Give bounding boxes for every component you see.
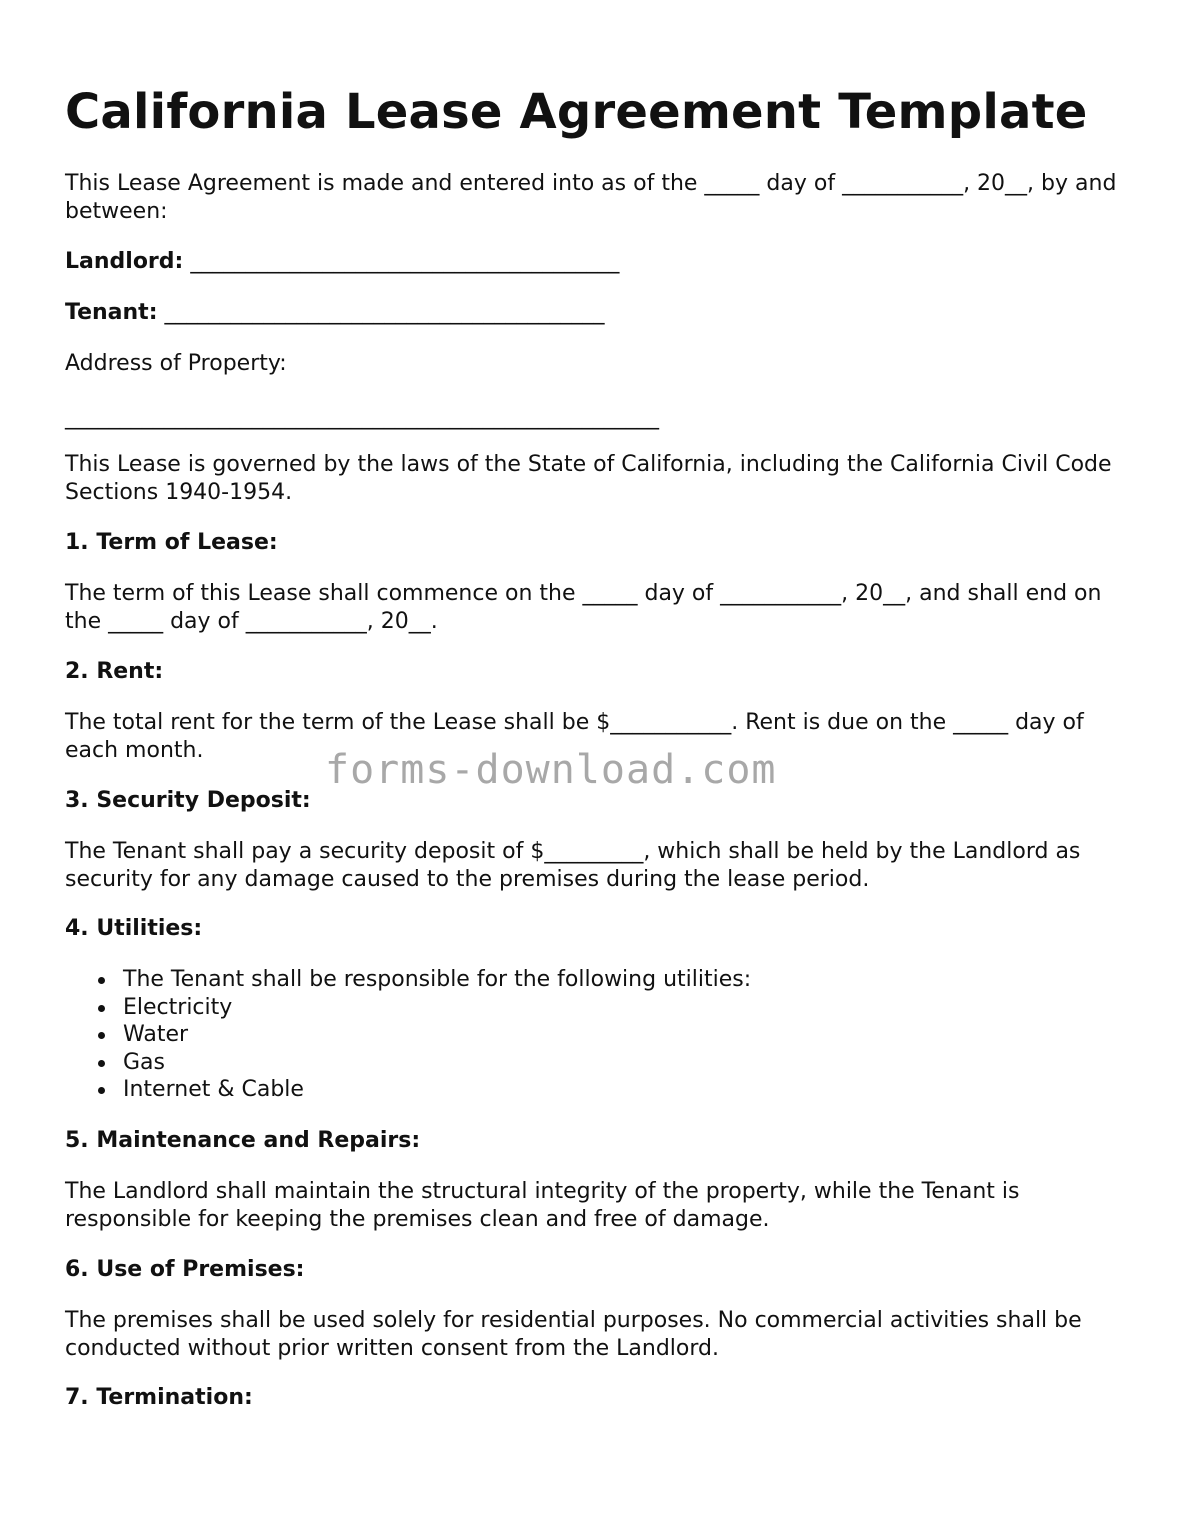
watermark: forms-download.com	[325, 747, 777, 793]
list-item-text: The Tenant shall be responsible for the following utilities:	[123, 967, 752, 992]
bullet-icon	[98, 1060, 105, 1067]
intro-paragraph: This Lease Agreement is made and entered into as of the _____ day of ___________, 20__, by and between:	[65, 171, 1117, 224]
tenant-label: Tenant:	[65, 300, 158, 325]
section-heading-term: 1. Term of Lease:	[65, 530, 278, 555]
landlord-field	[65, 248, 1125, 276]
section-heading-maintenance: 5. Maintenance and Repairs:	[65, 1128, 421, 1153]
section-heading-use-of-premises: 6. Use of Premises:	[65, 1257, 305, 1282]
bullet-icon	[98, 1087, 105, 1094]
list-item	[65, 1021, 751, 1049]
list-item-text: Internet & Cable	[123, 1077, 304, 1102]
list-item	[65, 994, 751, 1022]
list-item	[65, 966, 751, 994]
section-body-security-deposit: The Tenant shall pay a security deposit of $_________, which shall be held by the Landlord as security for any damage caused to the premises during the lease period.	[65, 839, 1081, 892]
governing-law-paragraph: This Lease is governed by the laws of the State of California, including the California Civil Code Sections 1940-1954.	[65, 452, 1112, 505]
document-title: California Lease Agreement Template	[65, 84, 1088, 140]
address-blank: ______________________________________________________	[65, 405, 659, 430]
section-heading-security-deposit: 3. Security Deposit:	[65, 788, 311, 813]
list-item	[65, 1076, 751, 1104]
landlord-label: Landlord:	[65, 249, 184, 274]
section-body-term: The term of this Lease shall commence on the _____ day of ___________, 20__, and shall end on the _____ day of ___________, 20__.	[65, 581, 1102, 634]
list-item-text: Gas	[123, 1049, 165, 1075]
section-body-use-of-premises: The premises shall be used solely for residential purposes. No commercial activities shall be conducted without prior written consent from the Landlord.	[65, 1308, 1082, 1361]
tenant-field	[65, 299, 1125, 327]
address-label: Address of Property:	[65, 351, 287, 376]
utilities-list	[65, 966, 751, 1104]
landlord-blank: _______________________________________	[183, 249, 620, 274]
bullet-icon	[98, 1032, 105, 1039]
section-heading-rent: 2. Rent:	[65, 659, 164, 684]
bullet-icon	[98, 977, 105, 984]
list-item	[65, 1049, 751, 1077]
section-heading-utilities: 4. Utilities:	[65, 916, 203, 941]
section-body-rent: The total rent for the term of the Lease shall be $___________. Rent is due on the _____ day of each month.	[65, 710, 1084, 763]
section-heading-termination: 7. Termination:	[65, 1385, 253, 1410]
bullet-icon	[98, 1005, 105, 1012]
list-item-text: Electricity	[123, 994, 233, 1020]
list-item-text: Water	[123, 1022, 189, 1047]
tenant-blank: ________________________________________	[157, 300, 605, 325]
section-body-maintenance: The Landlord shall maintain the structural integrity of the property, while the Tenant is responsible for keeping the premises clean and free of damage.	[65, 1179, 1020, 1232]
